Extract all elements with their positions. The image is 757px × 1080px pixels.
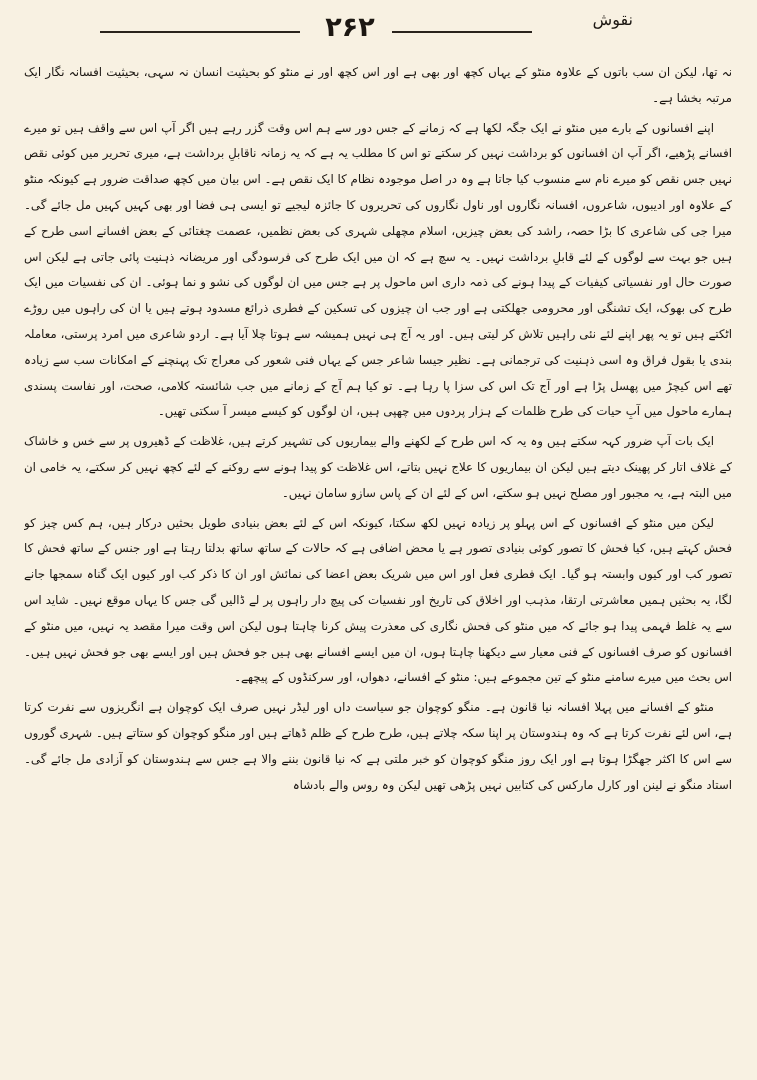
page-number: ۲۶۲: [325, 12, 375, 43]
paragraph: نہ تھا، لیکن ان سب باتوں کے علاوہ منٹو کے یہاں کچھ اور بھی ہے اور اس کچھ اور نے منٹو کو بحیثیت انسان نہ سہی، بحیثیت افسانہ نگار ایک مرتبہ بخشا ہے۔: [24, 65, 732, 105]
paragraph: ایک بات آپ ضرور کہہ سکتے ہیں وہ یہ کہ اس طرح کے لکھنے والے بیماریوں کی تشہیر کرتے ہیں، غلاظت کے ڈھیروں پر سے خس و خاشاک کے غلاف اتار کر پھینک دیتے ہیں لیکن ان بیماریوں کا علاج نہیں بتاتے، اس غلاظت کو پیدا ہونے سے روکنے کے لئے کچھ نہیں کر سکتے، یہ خامی ان میں البتہ ہے، یہ مجبور اور مصلح نہیں ہو سکتے، اس کے لئے ان کے پاس سازو سامان نہیں۔: [24, 434, 732, 500]
header-rule-left: [100, 31, 300, 33]
page-header: [0, 0, 757, 56]
header-rule-right: [392, 31, 532, 33]
paragraph: اپنے افسانوں کے بارے میں منٹو نے ایک جگہ لکھا ہے کہ زمانے کے جس دور سے ہم اس وقت گزر رہے ہیں اگر آپ اس سے واقف ہیں تو میرے افسانے پڑھیے، اگر آپ ان افسانوں کو برداشت نہیں کر سکتے تو اس کا مطلب یہ ہے کہ یہ زمانہ ناقابلِ برداشت ہے، میری تحریر میں کوئی نقص نہیں جس نقص کو میرے نام سے منسوب کیا جاتا ہے وہ در اصل موجودہ نظام کا ایک نقص ہے۔ اس بیان میں کچھ صداقت ضرور ہے کیونکہ منٹو کے علاوہ اور ادیبوں، شاعروں، افسانہ نگاروں اور ناول نگاروں کی تحریروں کا جائزہ لیجیے تو ایسی ہی فضا اور بھی کہیں کہیں مل جائے گی۔ میرا جی کی شاعری کا بڑا حصہ، راشد کی بعض چیزیں، اسلام مچھلی شہری کی بعض نظمیں، عصمت چغتائی کے بعض افسانے اسی طرح کے ہیں جو بہت سے لوگوں کے لئے قابلِ برداشت نہیں۔ یہ سچ ہے کہ ان میں ایک طرح کی فرسودگی اور مریضانہ ذہنیت پائی جاتی ہے لیکن اس صورت حال اور نفسیاتی کیفیات کے پیدا ہونے کی ذمہ داری اس ماحول پر ہے جس میں ان لوگوں کی نشو و نما ہوئی۔ ان کی نفسیات میں ایک طرح کی بھوک، ایک تشنگی اور محرومی جھلکتی ہے اور جب ان چیزوں کی تسکین کے فطری ذرائع مسدود ہوتے ہیں یا ان کی راہوں میں روڑے اٹکتے ہیں تو یہ پھر اپنے لئے نئی راہیں تلاش کر لیتی ہیں۔ اور یہ آج ہی نہیں ہمیشہ سے ہوتا چلا آیا ہے۔ اردو شاعری میں امرد پرستی، معاملہ بندی یا بقول فراق وہ اسی ذہنیت کی ترجمانی ہے۔ نظیر جیسا شاعر جس کے یہاں فنی شعور کی معراج تک پہنچنے کے امکانات سب سے زیادہ تھے اس کیچڑ میں پھسل پڑا ہے اور آج تک اس کی سزا پا رہا ہے۔ تو کیا ہم آج کے زمانے میں جب شائستہ کلامی، صحت، اور نفاست پسندی ہمارے ماحول میں آبِ حیات کی طرح ظلمات کے ہزار پردوں میں چھپی ہیں، ان لوگوں کو کیسے میسر آ سکتی تھیں۔: [24, 120, 732, 419]
article-body: [24, 60, 732, 1070]
paragraph: منٹو کے افسانے میں پہلا افسانہ نیا قانون ہے۔ منگو کوچوان جو سیاست داں اور لیڈر نہیں صرف ایک کوچوان ہے انگریزوں سے نفرت کرتا ہے، اس لئے نفرت کرتا ہے کہ وہ ہندوستان پر اپنا سکہ چلاتے ہیں، طرح طرح کے ظلم ڈھاتے ہیں اور منگو کوچوان کو ستاتے ہیں۔ شہری گوروں سے اس کا اکثر جھگڑا ہوتا ہے اور ایک روز منگو کوچوان کو خبر ملتی ہے کہ نیا قانون بننے والا ہے جس سے ہندوستان کو آزادی مل جائے گی۔ استاد منگو نے لینن اور کارل مارکس کی کتابیں نہیں پڑھی تھیں لیکن وہ روس والے بادشاہ: [24, 700, 732, 792]
running-title: نقوش: [592, 10, 633, 29]
paragraph: لیکن میں منٹو کے افسانوں کے اس پہلو پر زیادہ نہیں لکھ سکتا، کیونکہ اس کے لئے بعض بنیادی طویل بحثیں درکار ہیں، ہم کس چیز کو فحش کہتے ہیں، کیا فحش کا تصور کوئی بنیادی تصور ہے یا محض اضافی ہے کہ حالات کے ساتھ ساتھ بدلتا رہتا ہے اور جنس کے ساتھ فحش کا تصور کب اور کیوں وابستہ ہو گیا۔ ایک فطری فعل اور اس میں شریک بعض اعضا کی نمائش اور ان کا ذکر کب اور کیوں ایک گناہ سمجھا جانے لگا، یہ بحثیں ہمیں معاشرتی ارتقا، مذہب اور اخلاق کی تاریخ اور نفسیات کی پیچ دار راہوں پر لے ڈالیں گی جس کا یہاں موقع نہیں۔ شاید اس سے یہ غلط فہمی پیدا ہو جائے کہ میں منٹو کی فحش نگاری کی معذرت پیش کرنا چاہتا ہوں لیکن اس وقت میرا مقصد یہ نہیں، میں منٹو کے افسانوں کو صرف افسانوں کے فنی معیار سے دیکھنا چاہتا ہوں، ان میں ایسے افسانے بھی ہیں جو فحش ہیں اور ایسے بھی جو فحش نہیں ہیں۔ اس بحث میں میرے سامنے منٹو کے تین مجموعے ہیں: منٹو کے افسانے، دھواں، اور سرکنڈوں کے پیچھے۔: [24, 515, 732, 685]
